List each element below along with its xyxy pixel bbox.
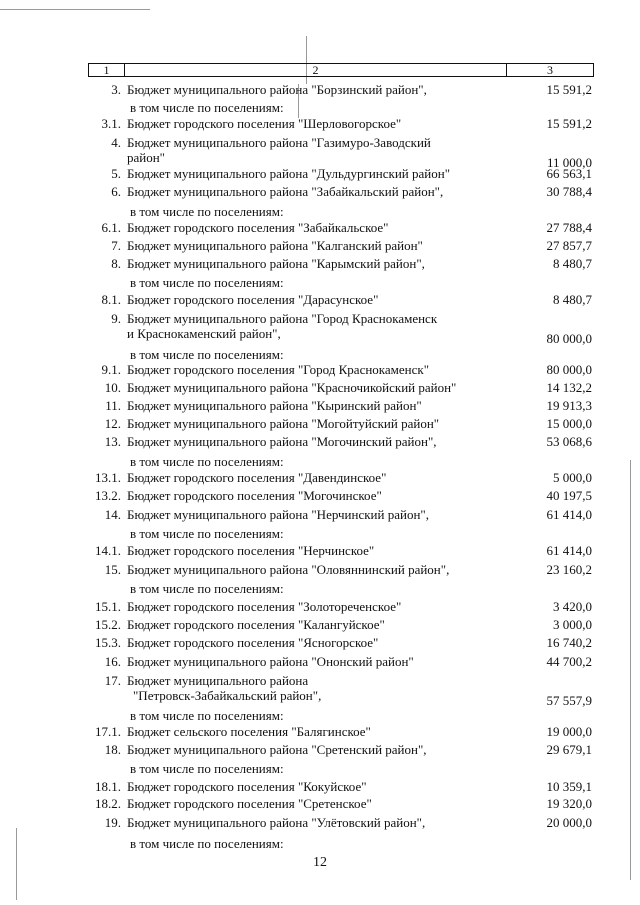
- row-amount: 30 788,4: [546, 184, 592, 199]
- scan-artifact-top-line: [0, 9, 150, 10]
- row-number: 14.1.: [95, 543, 121, 558]
- row-description: [127, 398, 487, 413]
- row-number: 10.: [104, 380, 121, 395]
- table-header-col-2: 2: [125, 64, 507, 76]
- row-description-line: в том числе по поселениям:: [130, 581, 284, 596]
- row-description-line: в том числе по поселениям:: [130, 708, 284, 723]
- row-description-line: Бюджет муниципального района "Газимуро-Заводский: [127, 135, 431, 150]
- row-description-line: Бюджет муниципального района "Могойтуйский район": [127, 416, 440, 431]
- row-description: [130, 581, 490, 596]
- row-description: [127, 380, 487, 395]
- row-number: 4.: [111, 135, 121, 150]
- row-amount: 19 000,0: [546, 724, 592, 739]
- row-number: 13.1.: [95, 470, 121, 485]
- row-description: [127, 292, 487, 307]
- row-description-line: район": [127, 150, 165, 165]
- row-description: [127, 434, 487, 449]
- row-description: [127, 742, 487, 757]
- row-description-line: в том числе по поселениям:: [130, 100, 284, 115]
- row-description-line: Бюджет муниципального района "Красночикойский район": [127, 380, 457, 395]
- row-amount: 23 160,2: [546, 562, 592, 577]
- row-amount: 61 414,0: [546, 507, 592, 522]
- row-number: 6.: [111, 184, 121, 199]
- row-number: 16.: [104, 654, 121, 669]
- scan-artifact-right-edge: [630, 460, 631, 880]
- row-description-line: Бюджет муниципального района "Могочинский район",: [127, 434, 437, 449]
- row-description-line: Бюджет городского поселения "Шерловогорское": [127, 116, 402, 131]
- row-number: 14.: [104, 507, 121, 522]
- row-number: 15.: [104, 562, 121, 577]
- row-amount: 80 000,0: [546, 331, 592, 346]
- row-amount: 16 740,2: [546, 635, 592, 650]
- row-description: [127, 507, 487, 522]
- row-description-line: Бюджет муниципального района "Оловяннинский район",: [127, 562, 450, 577]
- row-description: [127, 815, 487, 830]
- row-description-line: Бюджет муниципального района "Город Краснокаменск: [127, 311, 438, 326]
- table-header-row: [88, 63, 594, 77]
- row-description-line: Бюджет сельского поселения "Балягинское": [127, 724, 371, 739]
- row-description: [130, 454, 490, 469]
- row-amount: 8 480,7: [553, 292, 592, 307]
- row-description-line: Бюджет городского поселения "Город Краснокаменск": [127, 362, 430, 377]
- row-amount: 8 480,7: [553, 256, 592, 271]
- row-description-line: Бюджет городского поселения "Могочинское": [127, 488, 382, 503]
- row-description-line: Бюджет городского поселения "Сретенское": [127, 796, 372, 811]
- row-description: [127, 256, 487, 271]
- row-description: [127, 220, 487, 235]
- row-description: [127, 238, 487, 253]
- row-amount: 11 000,0: [546, 155, 592, 170]
- row-description-line: в том числе по поселениям:: [130, 761, 284, 776]
- row-amount: 15 591,2: [546, 82, 592, 97]
- row-description: [127, 82, 487, 97]
- row-number: 15.3.: [95, 635, 121, 650]
- row-description-line: в том числе по поселениям:: [130, 347, 284, 362]
- row-description-line: Бюджет городского поселения "Дарасунское": [127, 292, 379, 307]
- row-description-line: Бюджет городского поселения "Давендинское": [127, 470, 387, 485]
- row-number: 6.1.: [101, 220, 121, 235]
- row-description-line: Бюджет муниципального района "Борзинский район",: [127, 82, 427, 97]
- row-description: [130, 526, 490, 541]
- row-description-line: в том числе по поселениям:: [130, 836, 284, 851]
- row-description-line: и Краснокаменский район",: [127, 326, 281, 341]
- row-amount: 27 788,4: [546, 220, 592, 235]
- row-description: [127, 724, 487, 739]
- row-number: 9.1.: [101, 362, 121, 377]
- row-description-line: Бюджет муниципального района "Улётовский район",: [127, 815, 426, 830]
- row-amount: 40 197,5: [546, 488, 592, 503]
- row-description-line: Бюджет муниципального района "Сретенский район",: [127, 742, 427, 757]
- row-amount: 20 000,0: [546, 815, 592, 830]
- row-amount: 53 068,6: [546, 434, 592, 449]
- row-description-line: в том числе по поселениям:: [130, 526, 284, 541]
- row-number: 18.2.: [95, 796, 121, 811]
- row-number: 17.: [104, 673, 121, 688]
- row-number: 9.: [111, 311, 121, 326]
- row-description: [127, 796, 487, 811]
- row-description-line: Бюджет городского поселения "Золотореченское": [127, 599, 402, 614]
- row-amount: 57 557,9: [546, 693, 592, 708]
- row-description: [127, 166, 487, 181]
- row-description: [127, 562, 487, 577]
- row-number: 7.: [111, 238, 121, 253]
- row-description-line: Бюджет муниципального района "Кыринский район": [127, 398, 422, 413]
- row-description-line: Бюджет городского поселения "Забайкальское": [127, 220, 389, 235]
- row-number: 8.: [111, 256, 121, 271]
- row-number: 12.: [104, 416, 121, 431]
- row-description: [127, 779, 487, 794]
- row-description: [127, 599, 487, 614]
- row-amount: 3 420,0: [553, 599, 592, 614]
- row-description-line: Бюджет городского поселения "Нерчинское": [127, 543, 375, 558]
- table-header-col-1: 1: [89, 64, 125, 76]
- row-description: [127, 416, 487, 431]
- row-description: [127, 135, 487, 165]
- row-description-line: "Петровск-Забайкальский район",: [133, 688, 322, 703]
- row-amount: 66 563,1: [546, 166, 592, 181]
- row-number: 13.: [104, 434, 121, 449]
- row-amount: 29 679,1: [546, 742, 592, 757]
- row-amount: 44 700,2: [546, 654, 592, 669]
- row-description: [130, 708, 490, 723]
- row-description: [127, 543, 487, 558]
- row-description-line: Бюджет муниципального района "Карымский район",: [127, 256, 425, 271]
- row-amount: 19 320,0: [546, 796, 592, 811]
- row-description: [127, 184, 487, 199]
- row-number: 19.: [104, 815, 121, 830]
- row-description: [127, 654, 487, 669]
- row-description: [130, 836, 490, 851]
- row-description: [130, 275, 490, 290]
- row-number: 17.1.: [95, 724, 121, 739]
- row-description-line: Бюджет муниципального района "Дульдургинский район": [127, 166, 450, 181]
- row-description: [127, 488, 487, 503]
- row-number: 8.1.: [101, 292, 121, 307]
- row-description: [127, 116, 487, 131]
- row-number: 3.: [111, 82, 121, 97]
- row-description-line: Бюджет городского поселения "Кокуйское": [127, 779, 367, 794]
- row-amount: 3 000,0: [553, 617, 592, 632]
- row-description-line: в том числе по поселениям:: [130, 454, 284, 469]
- row-amount: 80 000,0: [546, 362, 592, 377]
- row-description: [130, 100, 490, 115]
- table-header-col-3: 3: [547, 63, 553, 77]
- row-description-line: Бюджет муниципального района "Нерчинский район",: [127, 507, 429, 522]
- row-description: [127, 470, 487, 485]
- row-description: [127, 635, 487, 650]
- row-amount: 19 913,3: [546, 398, 592, 413]
- row-description-line: Бюджет муниципального района: [127, 673, 309, 688]
- row-description-line: в том числе по поселениям:: [130, 275, 284, 290]
- row-amount: 27 857,7: [546, 238, 592, 253]
- row-description: [127, 311, 487, 341]
- row-description-line: Бюджет городского поселения "Калангуйское": [127, 617, 385, 632]
- row-description: [130, 347, 490, 362]
- row-description: [127, 362, 487, 377]
- row-description-line: Бюджет муниципального района "Забайкальский район",: [127, 184, 444, 199]
- row-number: 15.2.: [95, 617, 121, 632]
- row-description-line: Бюджет муниципального района "Калганский район": [127, 238, 423, 253]
- row-description: [127, 673, 487, 703]
- row-description-line: Бюджет муниципального района "Ононский район": [127, 654, 414, 669]
- row-amount: 15 000,0: [546, 416, 592, 431]
- row-amount: 10 359,1: [546, 779, 592, 794]
- row-number: 13.2.: [95, 488, 121, 503]
- row-number: 3.1.: [101, 116, 121, 131]
- row-amount: 61 414,0: [546, 543, 592, 558]
- row-number: 15.1.: [95, 599, 121, 614]
- row-description: [130, 761, 490, 776]
- row-number: 11.: [105, 398, 121, 413]
- page-number: 12: [313, 855, 327, 870]
- row-description: [130, 204, 490, 219]
- row-amount: 5 000,0: [553, 470, 592, 485]
- row-description: [127, 617, 487, 632]
- row-description-line: в том числе по поселениям:: [130, 204, 284, 219]
- row-amount: 15 591,2: [546, 116, 592, 131]
- row-description-line: Бюджет городского поселения "Ясногорское": [127, 635, 379, 650]
- row-number: 5.: [111, 166, 121, 181]
- row-amount: 14 132,2: [546, 380, 592, 395]
- row-number: 18.: [104, 742, 121, 757]
- row-number: 18.1.: [95, 779, 121, 794]
